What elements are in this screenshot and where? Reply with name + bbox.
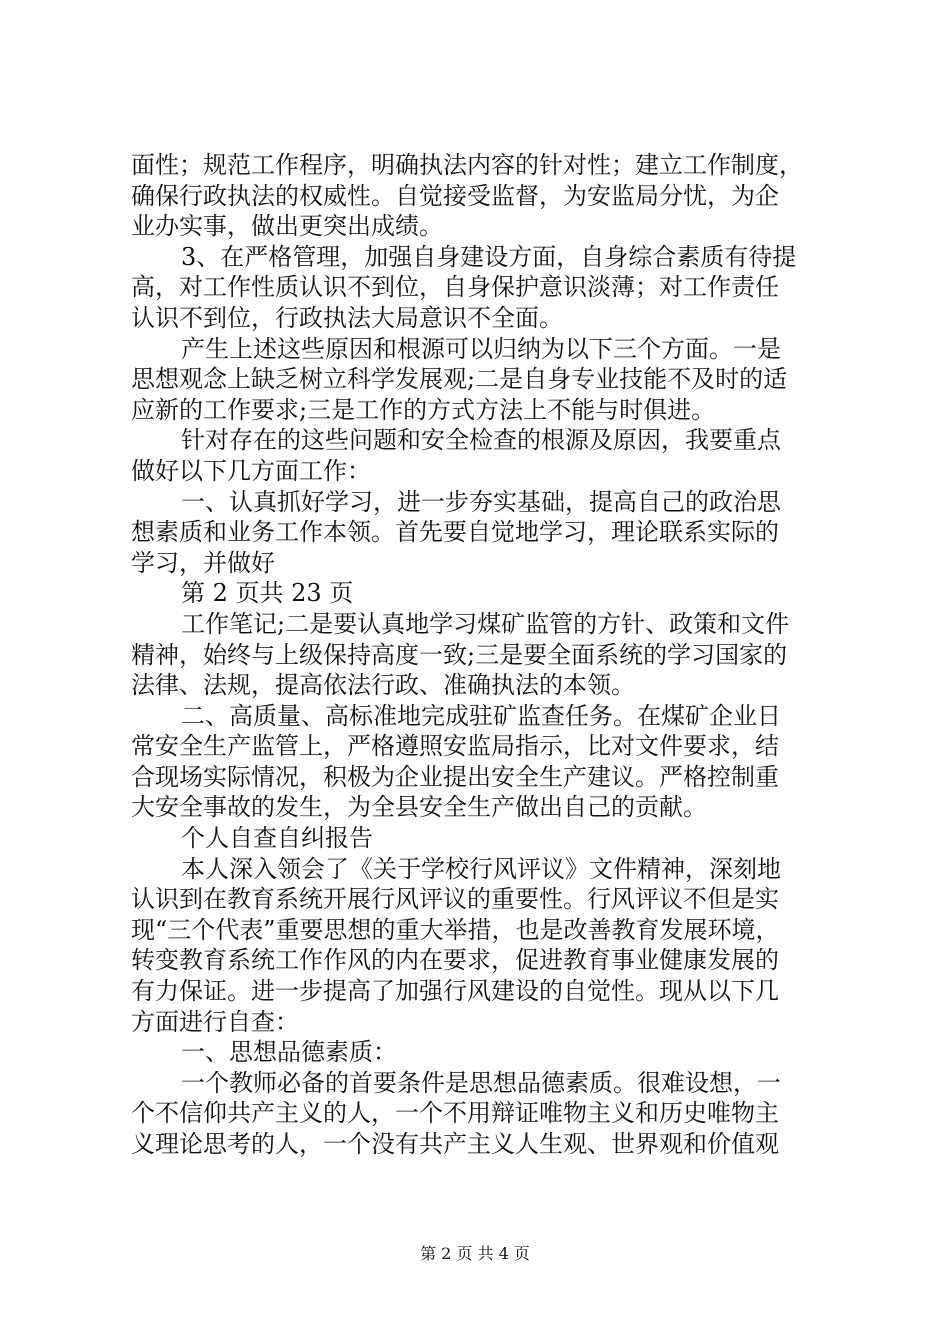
body-line: 合现场实际情况，积极为企业提出安全生产建议。严格控制重 [131, 762, 779, 791]
body-line: 确保行政执法的权威性。自觉接受监督，为安监局分忧，为企 [131, 181, 779, 210]
body-line: 一、认真抓好学习，进一步夯实基础，提高自己的政治思 [181, 487, 781, 516]
body-line: 学习，并做好 [131, 548, 275, 577]
section-heading: 个人自查自纠报告 [181, 824, 373, 853]
body-line: 产生上述这些原因和根源可以归纳为以下三个方面。一是 [181, 334, 781, 363]
body-line: 3、在严格管理，加强自身建设方面，自身综合素质有待提 [181, 242, 797, 271]
body-line: 一个教师必备的首要条件是思想品德素质。很难设想，一 [181, 1068, 781, 1097]
body-line: 精神，始终与上级保持高度一致;三是要全面系统的学习国家的 [131, 640, 788, 669]
body-line: 想素质和业务工作本领。首先要自觉地学习，理论联系实际的 [131, 518, 779, 547]
body-line: 高，对工作性质认识不到位，自身保护意识淡薄；对工作责任 [131, 273, 779, 302]
body-line: 业办实事，做出更突出成绩。 [131, 212, 443, 241]
body-line: 本人深入领会了《关于学校行风评议》文件精神，深刻地 [181, 854, 781, 883]
body-line: 有力保证。进一步提高了加强行风建设的自觉性。现从以下几 [131, 977, 779, 1006]
page-footer: 第 2 页 共 4 页 [420, 1244, 530, 1263]
body-line: 个不信仰共产主义的人，一个不用辩证唯物主义和历史唯物主 [131, 1099, 779, 1128]
body-line: 面性；规范工作程序，明确执法内容的针对性；建立工作制度， [131, 151, 803, 179]
body-line: 工作笔记;二是要认真地学习煤矿监管的方针、政策和文件 [181, 609, 790, 638]
document-body [131, 150, 831, 1160]
body-line: 义理论思考的人，一个没有共产主义人生观、世界观和价值观 [131, 1130, 779, 1158]
body-line: 常安全生产监管上，严格遵照安监局指示，比对文件要求，结 [131, 732, 779, 761]
inline-page-marker: 第 2 页共 23 页 [181, 579, 354, 608]
body-line: 针对存在的这些问题和安全检查的根源及原因，我要重点 [181, 426, 781, 455]
body-line: 方面进行自查： [131, 1007, 299, 1036]
body-line: 法律、法规，提高依法行政、准确执法的本领。 [131, 671, 635, 700]
body-line: 认识到在教育系统开展行风评议的重要性。行风评议不但是实 [131, 885, 779, 914]
body-line: 二、高质量、高标准地完成驻矿监查任务。在煤矿企业日 [181, 701, 781, 730]
body-line: 现“三个代表”重要思想的重大举措，也是改善教育发展环境， [131, 915, 780, 944]
body-line: 转变教育系统工作作风的内在要求，促进教育事业健康发展的 [131, 946, 779, 975]
body-line: 大安全事故的发生，为全县安全生产做出自己的贡献。 [131, 793, 707, 822]
subsection-heading: 一、思想品德素质： [181, 1038, 397, 1067]
body-line: 思想观念上缺乏树立科学发展观;二是自身专业技能不及时的适 [131, 365, 788, 394]
body-line: 应新的工作要求;三是工作的方式方法上不能与时俱进。 [131, 395, 716, 424]
body-line: 认识不到位，行政执法大局意识不全面。 [131, 303, 563, 332]
body-line: 做好以下几方面工作： [131, 456, 371, 485]
